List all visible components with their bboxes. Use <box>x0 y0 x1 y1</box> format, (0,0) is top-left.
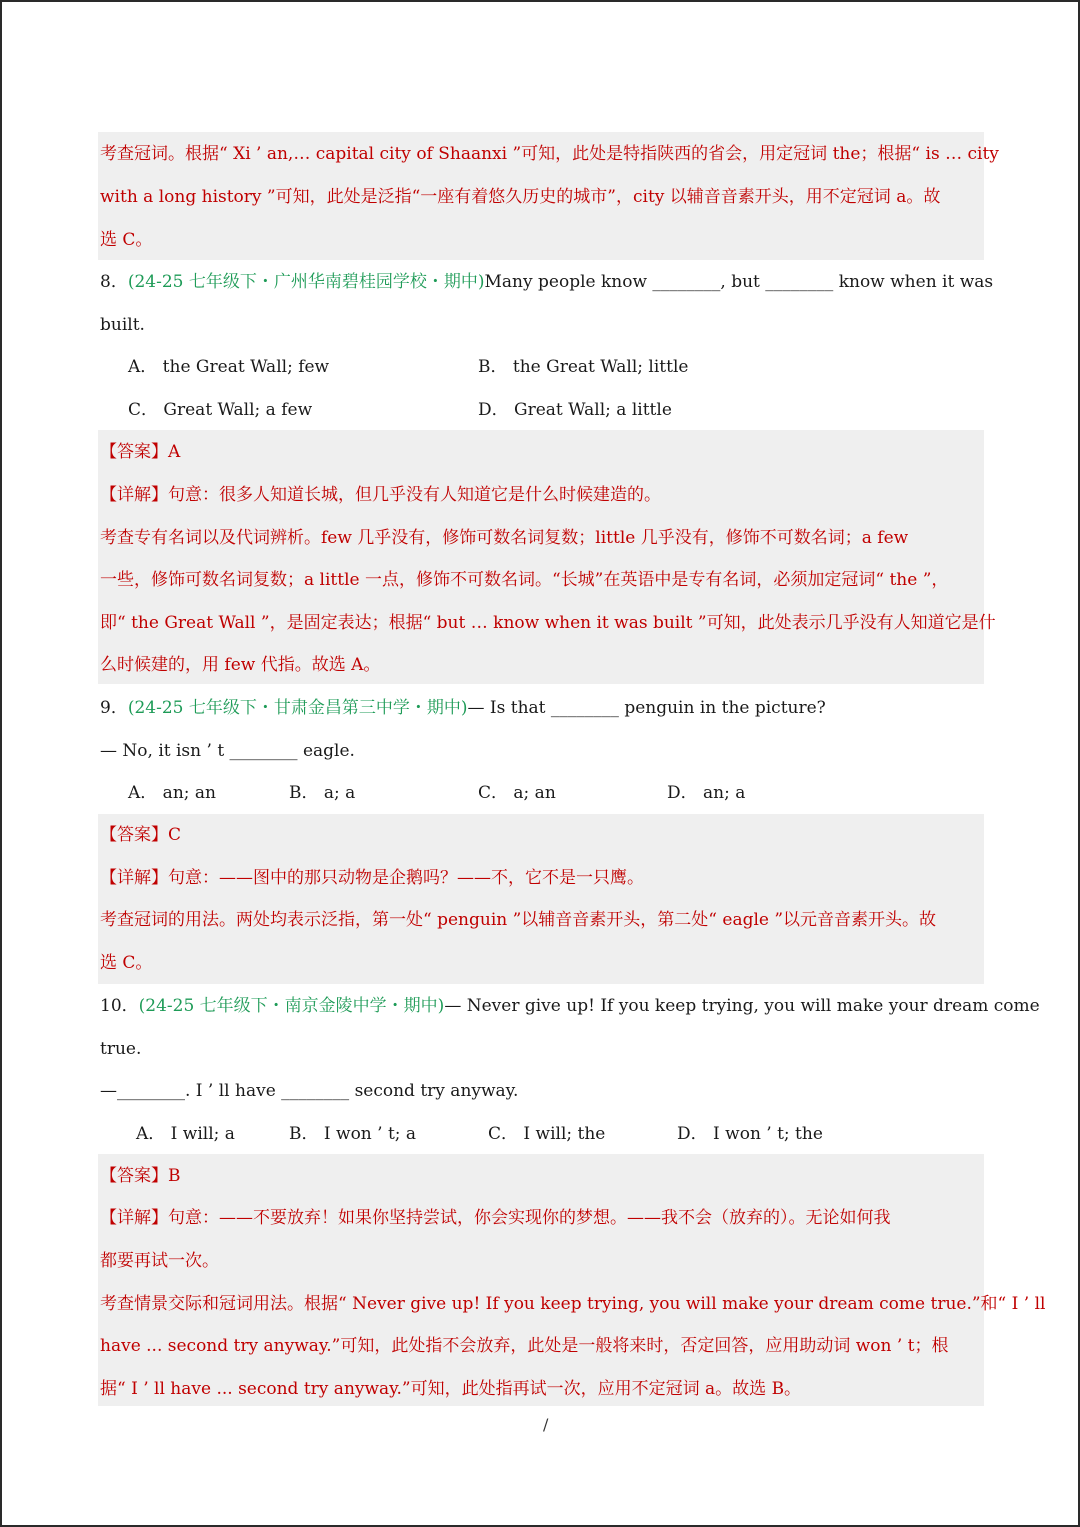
q10-stem <box>100 994 1040 1018</box>
q8-option-d: D． Great Wall; a little <box>478 400 672 420</box>
q8-explanation-line-4: 么时候建的，用 few 代指。故选 A。 <box>100 655 381 675</box>
q10-number: 10． <box>100 996 139 1016</box>
q8-option-b: B． the Great Wall; little <box>478 357 689 377</box>
q8-explanation-line-2: 一些，修饰可数名词复数；a little 一点，修饰不可数名词。“长城”在英语中是专有名词，必须加定冠词“ the ”， <box>100 570 949 590</box>
q8-detail: 【详解】句意：很多人知道长城，但几乎没有人知道它是什么时候建造的。 <box>100 485 661 505</box>
prev-explanation-line-2: with a long history ”可知，此处是泛指“一座有着悠久历史的城市”，city 以辅音音素开头，用不定冠词 a。故 <box>100 187 941 207</box>
q10-stem-continued: true. <box>100 1039 142 1059</box>
q8-stem-continued: built. <box>100 315 145 335</box>
q9-option-c: C． a; an <box>478 783 556 803</box>
q9-option-a: A． an; an <box>128 783 216 803</box>
q10-detail-line-1: 【详解】句意：——不要放弃！如果你坚持尝试，你会实现你的梦想。——我不会（放弃的）。无论如何我 <box>100 1208 891 1228</box>
q10-option-b: B． I won ’ t; a <box>289 1124 417 1144</box>
q8-number: 8． <box>100 272 128 292</box>
prev-explanation-line-1: 考查冠词。根据“ Xi ’ an,… capital city of Shaanxi ”可知，此处是特指陕西的省会，用定冠词 the；根据“ is … city <box>100 144 999 164</box>
q9-number: 9． <box>100 698 128 718</box>
q10-explanation-line-1: 考查情景交际和冠词用法。根据“ Never give up! If you keep trying, you will make your dream come true.”和“ I ’ ll <box>100 1294 1046 1314</box>
q10-detail-line-2: 都要再试一次。 <box>100 1251 219 1271</box>
q8-stem <box>100 270 993 294</box>
q8-answer-shade <box>98 430 984 684</box>
q10-answer-shade <box>98 1154 984 1406</box>
q9-option-b: B． a; a <box>289 783 356 803</box>
q8-option-a: A． the Great Wall; few <box>128 357 330 377</box>
q8-option-c: C． Great Wall; a few <box>128 400 313 420</box>
q10-source: (24-25 七年级下・南京金陵中学・期中) <box>138 996 445 1016</box>
q9-option-d: D． an; a <box>667 783 746 803</box>
q10-explanation-line-3: 据“ I ’ ll have ... second try anyway.”可知，此处指再试一次，应用不定冠词 a。故选 B。 <box>100 1379 802 1399</box>
prev-explanation-line-3: 选 C。 <box>100 230 153 250</box>
q9-stem-text: — Is that ________ penguin in the picture? <box>467 698 826 718</box>
q9-detail: 【详解】句意：——图中的那只动物是企鹅吗？——不，它不是一只鹰。 <box>100 868 644 888</box>
q10-explanation-line-2: have ... second try anyway.”可知，此处指不会放弃，此处是一般将来时，否定回答，应用助动词 won ’ t；根 <box>100 1336 949 1356</box>
q10-answer: 【答案】B <box>100 1166 181 1186</box>
q10-stem-reply: —________. I ’ ll have ________ second try anyway. <box>100 1081 519 1101</box>
q9-answer: 【答案】C <box>100 825 182 845</box>
q10-option-a: A． I will; a <box>136 1124 235 1144</box>
q9-stem-reply: — No, it isn ’ t ________ eagle. <box>100 741 355 761</box>
q8-answer: 【答案】A <box>100 442 181 462</box>
q9-explanation-line-1: 考查冠词的用法。两处均表示泛指，第一处“ penguin ”以辅音音素开头，第二处“ eagle ”以元音音素开头。故 <box>100 910 937 930</box>
q8-explanation-line-1: 考查专有名词以及代词辨析。few 几乎没有，修饰可数名词复数；little 几乎没有，修饰不可数名词；a few <box>100 528 909 548</box>
q9-explanation-line-2: 选 C。 <box>100 953 153 973</box>
q8-source: (24-25 七年级下・广州华南碧桂园学校・期中) <box>127 272 485 292</box>
q8-explanation-line-3: 即“ the Great Wall ”，是固定表达；根据“ but … know when it was built ”可知，此处表示几乎没有人知道它是什 <box>100 613 996 633</box>
q8-stem-text: Many people know ________, but ________ know when it was <box>484 272 994 292</box>
q9-stem <box>100 696 826 720</box>
q9-answer-shade <box>98 814 984 984</box>
q10-option-d: D． I won ’ t; the <box>677 1124 823 1144</box>
q10-stem-text: — Never give up! If you keep trying, you will make your dream come <box>444 996 1040 1016</box>
q10-option-c: C． I will; the <box>488 1124 606 1144</box>
page-mark: / <box>543 1415 549 1434</box>
q9-source: (24-25 七年级下・甘肃金昌第三中学・期中) <box>127 698 468 718</box>
